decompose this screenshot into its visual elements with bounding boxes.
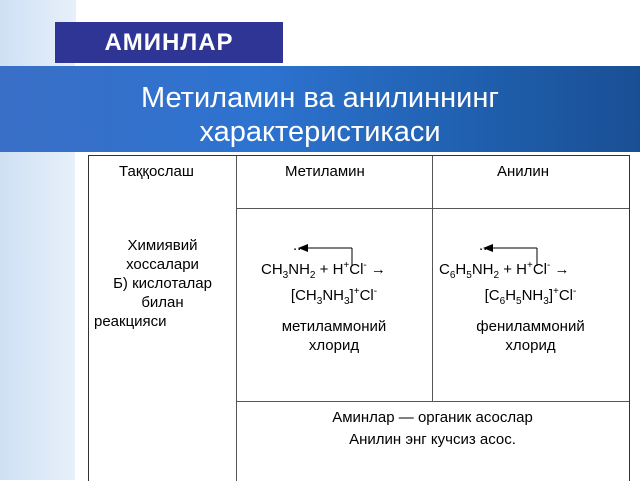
- aniline-eq-c: C: [439, 261, 450, 278]
- aniline-eq-sup: +: [526, 260, 533, 271]
- header-methylamine: Метиламин: [285, 163, 365, 180]
- methylamine-name-line1: метиламмоний: [281, 318, 387, 335]
- methylamine-prod-sup: +: [353, 286, 360, 297]
- methylamine-prod-close: ]: [349, 287, 354, 304]
- aniline-prod-cl: Cl: [558, 287, 574, 304]
- header-aniline: Анилин: [497, 163, 550, 180]
- row-label-line3: Б) кислоталар: [113, 275, 212, 292]
- row-label-line5: реакцияси: [94, 313, 167, 330]
- methylamine-eq-ch: CH: [261, 261, 283, 278]
- methylamine-eq-sup: +: [343, 260, 350, 271]
- aniline-product-name: [432, 317, 629, 355]
- methylamine-prod-sup: -: [373, 286, 378, 297]
- methylamine-eq-plus: + H: [315, 261, 344, 278]
- row-label-line1: Химиявий: [127, 237, 198, 254]
- aniline-prod-sup: -: [573, 286, 577, 297]
- section-badge: [55, 22, 283, 63]
- aniline-dots: ..: [479, 237, 488, 254]
- aniline-name-line1: фениламмоний: [476, 318, 585, 335]
- table-divider-header: [236, 208, 629, 209]
- methylamine-eq-cl: Cl: [349, 261, 364, 278]
- slide-title: [0, 81, 640, 149]
- table-divider-summary: [236, 401, 629, 402]
- methylamine-equation: [261, 260, 386, 279]
- table-divider-col2: [432, 156, 433, 401]
- row-label-line4: билан: [141, 294, 184, 311]
- slide-title-line1: Метиламин ва анилиннинг: [141, 82, 499, 114]
- methylamine-eq-nh: NH: [288, 261, 310, 278]
- title-band: [0, 66, 640, 152]
- methylamine-prod-cl: Cl: [359, 287, 374, 304]
- section-badge-label: АМИНЛАР: [104, 28, 234, 56]
- aniline-product: [432, 286, 629, 305]
- methylamine-prod-ch: [CH: [290, 287, 317, 304]
- methylamine-dots: ..: [293, 237, 302, 254]
- aniline-prod-sub: 5: [516, 296, 522, 307]
- summary: [236, 407, 629, 451]
- aniline-eq-plus: + H: [499, 261, 527, 278]
- aniline-prod-h: H: [505, 287, 517, 304]
- comparison-table: [88, 155, 630, 481]
- methylamine-product-name: [236, 317, 432, 355]
- methylamine-prod-nh: NH: [322, 287, 344, 304]
- aniline-prod-close: ]: [548, 287, 553, 304]
- methylamine-eq-arrow: →: [366, 261, 386, 278]
- methylamine-eq-sup: -: [363, 260, 367, 271]
- aniline-prod-sup: +: [553, 286, 559, 297]
- methylamine-prod-sub: 3: [343, 296, 350, 307]
- aniline-eq-arrow: →: [550, 261, 570, 278]
- methylamine-prod-sub: 3: [316, 296, 323, 307]
- methylamine-eq-sub: 3: [282, 270, 289, 281]
- methylamine-product: [236, 286, 432, 305]
- aniline-eq-cl: Cl: [532, 261, 547, 278]
- aniline-prod-nh: NH: [521, 287, 544, 304]
- header-comparison: Таққослаш: [119, 163, 194, 180]
- aniline-prod-c: [C: [484, 287, 500, 304]
- row-label-line2: хоссалари: [126, 256, 199, 273]
- slide-title-line2: характеристикаси: [199, 116, 441, 148]
- methylamine-name-line2: хлорид: [308, 337, 360, 354]
- methylamine-eq-sub: 2: [309, 270, 316, 281]
- row-label: [89, 236, 236, 331]
- summary-line2: Анилин энг кучсиз асос.: [349, 431, 516, 448]
- summary-line1: Аминлар — органик асослар: [332, 409, 533, 426]
- aniline-eq-h: H: [455, 261, 467, 278]
- aniline-eq-sub: 6: [449, 270, 456, 281]
- aniline-prod-sub: 3: [543, 296, 549, 307]
- aniline-eq-sup: -: [547, 260, 551, 271]
- aniline-eq-sub: 2: [493, 270, 500, 281]
- aniline-equation: [439, 260, 570, 279]
- aniline-eq-nh: NH: [471, 261, 494, 278]
- aniline-name-line2: хлорид: [505, 337, 556, 354]
- aniline-eq-sub: 5: [466, 270, 472, 281]
- aniline-prod-sub: 6: [499, 296, 506, 307]
